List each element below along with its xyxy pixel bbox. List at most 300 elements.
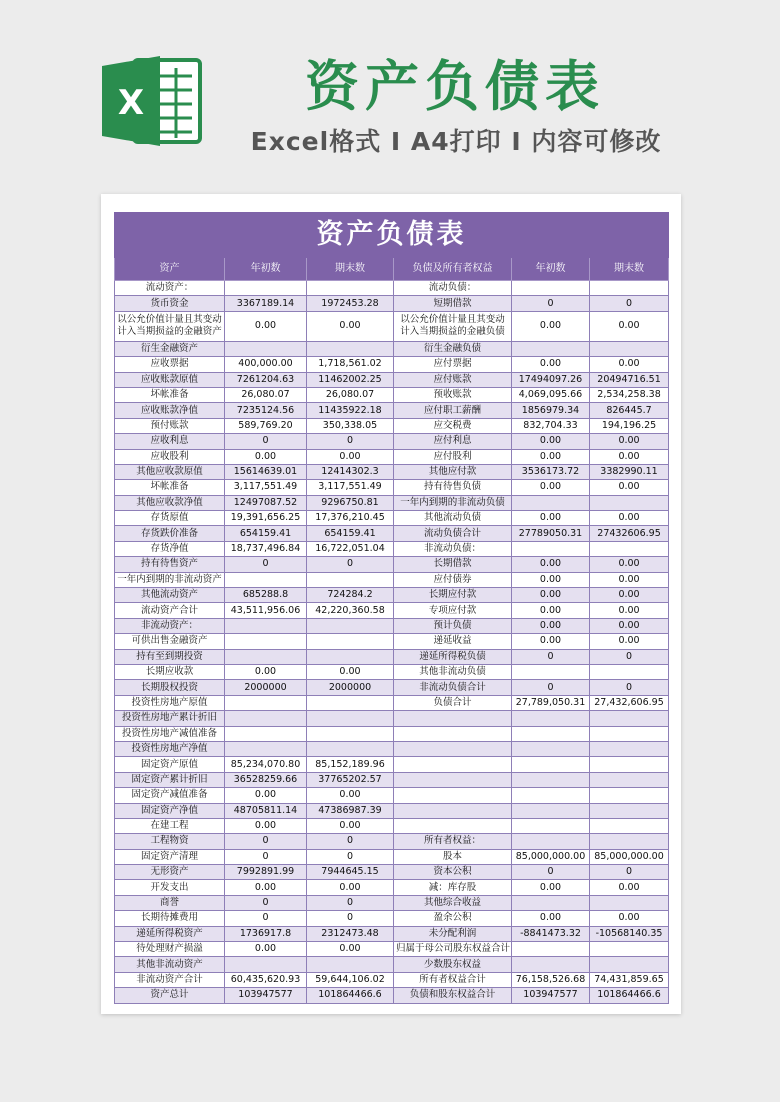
table-cell[interactable]: 存货净值 xyxy=(115,541,225,556)
table-cell[interactable]: 85,234,070.80 xyxy=(225,757,307,772)
table-cell[interactable]: 0 xyxy=(512,649,590,664)
table-cell[interactable]: 投资性房地产减值准备 xyxy=(115,726,225,741)
table-cell[interactable]: 0.00 xyxy=(307,942,394,957)
table-cell[interactable]: 17494097.26 xyxy=(512,372,590,387)
table-cell[interactable] xyxy=(225,281,307,296)
table-cell[interactable]: 27,432,606.95 xyxy=(590,695,669,710)
table-cell[interactable]: 0.00 xyxy=(512,572,590,587)
table-cell[interactable]: 0.00 xyxy=(307,449,394,464)
table-cell[interactable]: 预收账款 xyxy=(394,387,512,402)
table-cell[interactable]: 应付账款 xyxy=(394,372,512,387)
table-cell[interactable]: 194,196.25 xyxy=(590,418,669,433)
column-header-row xyxy=(115,258,669,281)
table-cell[interactable]: 盈余公积 xyxy=(394,911,512,926)
table-cell[interactable] xyxy=(590,341,669,356)
table-cell[interactable]: 42,220,360.58 xyxy=(307,603,394,618)
table-cell[interactable]: 固定资产原值 xyxy=(115,757,225,772)
table-row xyxy=(115,618,669,633)
table-cell[interactable]: 可供出售金融资产 xyxy=(115,634,225,649)
table-cell[interactable]: 应交税费 xyxy=(394,418,512,433)
table-cell[interactable]: 0.00 xyxy=(512,511,590,526)
table-cell[interactable]: 3536173.72 xyxy=(512,464,590,479)
table-cell[interactable]: 长期待摊费用 xyxy=(115,911,225,926)
table-cell[interactable] xyxy=(590,788,669,803)
table-cell[interactable]: 固定资产减值准备 xyxy=(115,788,225,803)
table-cell[interactable] xyxy=(590,957,669,972)
table-cell[interactable] xyxy=(512,788,590,803)
table-cell[interactable]: 其他应付款 xyxy=(394,464,512,479)
table-cell[interactable]: 4,069,095.66 xyxy=(512,387,590,402)
table-cell[interactable]: 应付股利 xyxy=(394,449,512,464)
table-cell[interactable]: 应收账款净值 xyxy=(115,403,225,418)
table-cell[interactable]: 1736917.8 xyxy=(225,926,307,941)
table-cell[interactable]: 60,435,620.93 xyxy=(225,972,307,987)
table-cell[interactable] xyxy=(512,741,590,756)
table-cell[interactable] xyxy=(512,942,590,957)
table-cell[interactable]: 递延所得税负债 xyxy=(394,649,512,664)
table-cell[interactable]: 16,722,051.04 xyxy=(307,541,394,556)
table-cell[interactable]: 减：库存股 xyxy=(394,880,512,895)
table-cell[interactable]: 2000000 xyxy=(225,680,307,695)
table-cell[interactable]: 0.00 xyxy=(590,311,669,341)
table-cell[interactable]: 0 xyxy=(225,434,307,449)
table-cell[interactable]: 0.00 xyxy=(512,603,590,618)
table-cell[interactable]: 0 xyxy=(590,865,669,880)
table-cell[interactable] xyxy=(307,726,394,741)
table-cell[interactable]: 0.00 xyxy=(590,557,669,572)
table-cell[interactable]: 36528259.66 xyxy=(225,772,307,787)
table-cell[interactable] xyxy=(512,772,590,787)
table-cell[interactable]: 其他应收款净值 xyxy=(115,495,225,510)
table-cell[interactable]: 0.00 xyxy=(590,449,669,464)
table-cell[interactable]: 101864466.6 xyxy=(307,988,394,1003)
table-cell[interactable]: 负债和股东权益合计 xyxy=(394,988,512,1003)
table-cell[interactable]: 非流动负债： xyxy=(394,541,512,556)
table-cell[interactable] xyxy=(590,942,669,957)
table-cell[interactable]: 专项应付款 xyxy=(394,603,512,618)
table-cell[interactable]: 76,158,526.68 xyxy=(512,972,590,987)
table-cell[interactable] xyxy=(307,281,394,296)
table-cell[interactable] xyxy=(225,649,307,664)
table-cell[interactable] xyxy=(512,895,590,910)
table-cell[interactable]: 0.00 xyxy=(590,911,669,926)
table-cell[interactable] xyxy=(307,649,394,664)
table-cell[interactable]: 1,718,561.02 xyxy=(307,357,394,372)
table-cell[interactable]: 货币资金 xyxy=(115,296,225,311)
table-cell[interactable] xyxy=(225,711,307,726)
table-cell[interactable]: 0 xyxy=(225,834,307,849)
table-cell[interactable]: 0 xyxy=(590,680,669,695)
table-cell[interactable]: 7261204.63 xyxy=(225,372,307,387)
table-cell[interactable]: 0.00 xyxy=(512,557,590,572)
table-cell[interactable]: 0.00 xyxy=(307,880,394,895)
table-row xyxy=(115,311,669,341)
table-row xyxy=(115,911,669,926)
table-cell[interactable]: 投资性房地产净值 xyxy=(115,741,225,756)
table-cell[interactable] xyxy=(307,341,394,356)
table-cell[interactable]: 0 xyxy=(307,557,394,572)
table-cell[interactable]: 103947577 xyxy=(225,988,307,1003)
balance-sheet-table xyxy=(114,212,669,1004)
svg-text:X: X xyxy=(117,83,145,123)
table-cell[interactable]: 0.00 xyxy=(590,511,669,526)
table-cell[interactable] xyxy=(307,695,394,710)
table-cell[interactable]: 0.00 xyxy=(307,788,394,803)
table-row xyxy=(115,464,669,479)
table-cell[interactable]: 400,000.00 xyxy=(225,357,307,372)
table-cell[interactable]: 所有者权益： xyxy=(394,834,512,849)
table-cell[interactable] xyxy=(225,618,307,633)
table-cell[interactable]: 其他非流动负债 xyxy=(394,664,512,679)
table-cell[interactable] xyxy=(307,618,394,633)
table-cell[interactable]: 应收股利 xyxy=(115,449,225,464)
table-cell[interactable]: 0.00 xyxy=(225,664,307,679)
table-cell[interactable]: 15614639.01 xyxy=(225,464,307,479)
table-cell[interactable]: 固定资产净值 xyxy=(115,803,225,818)
table-cell[interactable] xyxy=(307,634,394,649)
table-cell[interactable]: 3,117,551.49 xyxy=(225,480,307,495)
table-cell[interactable]: 应付利息 xyxy=(394,434,512,449)
table-cell[interactable] xyxy=(590,772,669,787)
table-cell[interactable]: 商誉 xyxy=(115,895,225,910)
table-cell[interactable]: 26,080.07 xyxy=(307,387,394,402)
table-cell[interactable]: 其他流动负债 xyxy=(394,511,512,526)
table-cell[interactable]: 持有待售负债 xyxy=(394,480,512,495)
table-cell[interactable] xyxy=(512,341,590,356)
table-row xyxy=(115,281,669,296)
table-cell[interactable]: 350,338.05 xyxy=(307,418,394,433)
table-cell[interactable] xyxy=(512,834,590,849)
table-cell[interactable]: 20494716.51 xyxy=(590,372,669,387)
table-cell[interactable]: 85,000,000.00 xyxy=(590,849,669,864)
table-cell[interactable]: 非流动负债合计 xyxy=(394,680,512,695)
table-cell[interactable]: 654159.41 xyxy=(225,526,307,541)
table-cell[interactable]: 长期股权投资 xyxy=(115,680,225,695)
table-cell[interactable]: 0.00 xyxy=(512,618,590,633)
table-cell[interactable]: 2,534,258.38 xyxy=(590,387,669,402)
table-cell[interactable]: -8841473.32 xyxy=(512,926,590,941)
table-cell[interactable]: 预付账款 xyxy=(115,418,225,433)
table-cell[interactable]: 0 xyxy=(590,296,669,311)
table-cell[interactable]: 长期应付款 xyxy=(394,588,512,603)
table-cell[interactable]: 持有至到期投资 xyxy=(115,649,225,664)
table-cell[interactable]: 12414302.3 xyxy=(307,464,394,479)
table-row xyxy=(115,972,669,987)
table-cell[interactable]: 所有者权益合计 xyxy=(394,972,512,987)
table-cell[interactable] xyxy=(225,695,307,710)
table-cell[interactable]: 37765202.57 xyxy=(307,772,394,787)
table-cell[interactable] xyxy=(307,957,394,972)
table-cell[interactable]: 2312473.48 xyxy=(307,926,394,941)
table-cell[interactable] xyxy=(394,711,512,726)
table-cell[interactable] xyxy=(394,803,512,818)
column-header: 负债及所有者权益 xyxy=(394,258,512,281)
table-cell[interactable]: 27432606.95 xyxy=(590,526,669,541)
table-cell[interactable]: 1972453.28 xyxy=(307,296,394,311)
table-cell[interactable]: 0.00 xyxy=(512,449,590,464)
table-cell[interactable]: 递延收益 xyxy=(394,634,512,649)
table-cell[interactable]: 0.00 xyxy=(590,588,669,603)
table-cell[interactable]: 18,737,496.84 xyxy=(225,541,307,556)
table-cell[interactable]: 工程物资 xyxy=(115,834,225,849)
table-cell[interactable]: 9296750.81 xyxy=(307,495,394,510)
table-cell[interactable] xyxy=(225,341,307,356)
table-row xyxy=(115,834,669,849)
table-cell[interactable] xyxy=(512,957,590,972)
table-cell[interactable]: 0 xyxy=(307,849,394,864)
table-cell[interactable]: 0.00 xyxy=(307,311,394,341)
table-cell[interactable] xyxy=(307,711,394,726)
table-cell[interactable]: 7235124.56 xyxy=(225,403,307,418)
table-cell[interactable]: 0 xyxy=(590,649,669,664)
table-cell[interactable]: 0.00 xyxy=(590,357,669,372)
table-cell[interactable]: 0.00 xyxy=(225,818,307,833)
table-cell[interactable] xyxy=(512,281,590,296)
table-cell[interactable]: 衍生金融负债 xyxy=(394,341,512,356)
table-cell[interactable]: 0 xyxy=(307,434,394,449)
table-cell[interactable]: 未分配利润 xyxy=(394,926,512,941)
table-cell[interactable]: 3367189.14 xyxy=(225,296,307,311)
table-cell[interactable] xyxy=(512,664,590,679)
table-cell[interactable]: 0.00 xyxy=(512,311,590,341)
table-cell[interactable]: 47386987.39 xyxy=(307,803,394,818)
table-cell[interactable] xyxy=(590,803,669,818)
table-row xyxy=(115,865,669,880)
table-cell[interactable]: 0 xyxy=(512,296,590,311)
table-row xyxy=(115,849,669,864)
table-cell[interactable] xyxy=(512,757,590,772)
table-cell[interactable]: 0.00 xyxy=(512,634,590,649)
table-row xyxy=(115,988,669,1003)
table-cell[interactable]: 0.00 xyxy=(590,880,669,895)
table-cell[interactable]: 应收票据 xyxy=(115,357,225,372)
table-cell[interactable] xyxy=(590,741,669,756)
table-cell[interactable]: 103947577 xyxy=(512,988,590,1003)
table-row xyxy=(115,357,669,372)
table-cell[interactable]: 长期借款 xyxy=(394,557,512,572)
table-cell[interactable]: 待处理财产损溢 xyxy=(115,942,225,957)
table-cell[interactable]: 2000000 xyxy=(307,680,394,695)
table-cell[interactable]: 17,376,210.45 xyxy=(307,511,394,526)
table-row xyxy=(115,649,669,664)
table-row xyxy=(115,818,669,833)
table-cell[interactable] xyxy=(590,834,669,849)
table-cell[interactable] xyxy=(590,711,669,726)
table-cell[interactable]: 资产总计 xyxy=(115,988,225,1003)
table-cell[interactable]: 101864466.6 xyxy=(590,988,669,1003)
table-cell[interactable]: 85,152,189.96 xyxy=(307,757,394,772)
table-cell[interactable] xyxy=(394,772,512,787)
table-cell[interactable]: 股本 xyxy=(394,849,512,864)
table-cell[interactable]: 19,391,656.25 xyxy=(225,511,307,526)
table-cell[interactable]: 以公允价值计量且其变动计入当期损益的金融资产 xyxy=(115,311,225,341)
table-cell[interactable]: 衍生金融资产 xyxy=(115,341,225,356)
table-row xyxy=(115,757,669,772)
table-cell[interactable] xyxy=(590,818,669,833)
table-cell[interactable]: 685288.8 xyxy=(225,588,307,603)
table-cell[interactable]: 固定资产清理 xyxy=(115,849,225,864)
table-cell[interactable]: 递延所得税资产 xyxy=(115,926,225,941)
table-cell[interactable]: 0 xyxy=(225,911,307,926)
table-cell[interactable] xyxy=(307,572,394,587)
table-cell[interactable]: 存货原值 xyxy=(115,511,225,526)
table-cell[interactable]: 0 xyxy=(307,895,394,910)
table-cell[interactable]: 0 xyxy=(225,895,307,910)
table-cell[interactable]: 少数股东权益 xyxy=(394,957,512,972)
table-cell[interactable]: 0.00 xyxy=(590,572,669,587)
table-row xyxy=(115,957,669,972)
table-cell[interactable]: 流动资产合计 xyxy=(115,603,225,618)
table-row xyxy=(115,711,669,726)
table-cell[interactable]: 85,000,000.00 xyxy=(512,849,590,864)
table-cell[interactable] xyxy=(512,541,590,556)
table-cell[interactable] xyxy=(512,495,590,510)
table-cell[interactable] xyxy=(590,757,669,772)
table-cell[interactable]: 826445.7 xyxy=(590,403,669,418)
table-cell[interactable]: 7944645.15 xyxy=(307,865,394,880)
table-cell[interactable]: 0.00 xyxy=(512,357,590,372)
table-cell[interactable]: 负债合计 xyxy=(394,695,512,710)
table-cell[interactable]: 短期借款 xyxy=(394,296,512,311)
table-cell[interactable]: 坏帐准备 xyxy=(115,480,225,495)
table-cell[interactable] xyxy=(590,895,669,910)
table-cell[interactable]: 资本公积 xyxy=(394,865,512,880)
table-cell[interactable]: 0 xyxy=(225,557,307,572)
table-cell[interactable]: 0.00 xyxy=(590,434,669,449)
table-cell[interactable]: 0.00 xyxy=(590,618,669,633)
table-cell[interactable]: 其他综合收益 xyxy=(394,895,512,910)
table-cell[interactable] xyxy=(394,757,512,772)
table-cell[interactable] xyxy=(512,726,590,741)
table-cell[interactable]: 0 xyxy=(307,834,394,849)
table-cell[interactable]: 3,117,551.49 xyxy=(307,480,394,495)
table-cell[interactable]: 应付债券 xyxy=(394,572,512,587)
table-cell[interactable]: 11462002.25 xyxy=(307,372,394,387)
table-cell[interactable] xyxy=(225,634,307,649)
table-cell[interactable]: 0.00 xyxy=(307,664,394,679)
table-cell[interactable] xyxy=(590,541,669,556)
table-cell[interactable]: 0.00 xyxy=(512,480,590,495)
table-cell[interactable]: 应付票据 xyxy=(394,357,512,372)
table-cell[interactable]: 0.00 xyxy=(307,818,394,833)
table-cell[interactable]: 0.00 xyxy=(225,449,307,464)
table-cell[interactable]: 在建工程 xyxy=(115,818,225,833)
table-cell[interactable]: 投资性房地产累计折旧 xyxy=(115,711,225,726)
table-cell[interactable] xyxy=(394,726,512,741)
table-cell[interactable]: 0 xyxy=(307,911,394,926)
table-cell[interactable]: 归属于母公司股东权益合计 xyxy=(394,942,512,957)
table-cell[interactable] xyxy=(225,741,307,756)
table-cell[interactable]: 预计负债 xyxy=(394,618,512,633)
table-cell[interactable]: 开发支出 xyxy=(115,880,225,895)
table-cell[interactable] xyxy=(512,818,590,833)
table-cell[interactable]: 27,789,050.31 xyxy=(512,695,590,710)
table-row xyxy=(115,895,669,910)
table-cell[interactable]: 0 xyxy=(225,849,307,864)
table-cell[interactable]: 以公允价值计量且其变动计入当期损益的金融负债 xyxy=(394,311,512,341)
table-cell[interactable]: 59,644,106.02 xyxy=(307,972,394,987)
table-cell[interactable]: -10568140.35 xyxy=(590,926,669,941)
table-cell[interactable]: 27789050.31 xyxy=(512,526,590,541)
table-cell[interactable]: 流动负债： xyxy=(394,281,512,296)
table-cell[interactable]: 0.00 xyxy=(225,788,307,803)
table-cell[interactable]: 应收账款原值 xyxy=(115,372,225,387)
table-cell[interactable]: 11435922.18 xyxy=(307,403,394,418)
table-cell[interactable]: 0.00 xyxy=(512,588,590,603)
table-cell[interactable]: 0.00 xyxy=(225,880,307,895)
table-cell[interactable]: 654159.41 xyxy=(307,526,394,541)
table-cell[interactable] xyxy=(307,741,394,756)
table-cell[interactable] xyxy=(394,741,512,756)
table-cell[interactable]: 43,511,956.06 xyxy=(225,603,307,618)
table-cell[interactable]: 坏帐准备 xyxy=(115,387,225,402)
table-cell[interactable] xyxy=(225,726,307,741)
table-cell[interactable]: 0.00 xyxy=(225,942,307,957)
table-cell[interactable]: 应付职工薪酬 xyxy=(394,403,512,418)
table-cell[interactable] xyxy=(512,803,590,818)
table-cell[interactable]: 非流动资产： xyxy=(115,618,225,633)
table-cell[interactable] xyxy=(590,726,669,741)
table-cell[interactable] xyxy=(590,495,669,510)
table-cell[interactable]: 0 xyxy=(512,865,590,880)
table-cell[interactable]: 0.00 xyxy=(590,634,669,649)
table-cell[interactable]: 26,080.07 xyxy=(225,387,307,402)
table-cell[interactable]: 832,704.33 xyxy=(512,418,590,433)
table-cell[interactable]: 0.00 xyxy=(225,311,307,341)
table-cell[interactable]: 投资性房地产原值 xyxy=(115,695,225,710)
table-cell[interactable] xyxy=(590,281,669,296)
table-cell[interactable]: 其他流动资产 xyxy=(115,588,225,603)
table-cell[interactable]: 0.00 xyxy=(512,880,590,895)
table-cell[interactable]: 一年内到期的非流动资产 xyxy=(115,572,225,587)
table-cell[interactable]: 持有待售资产 xyxy=(115,557,225,572)
table-cell[interactable]: 0 xyxy=(512,680,590,695)
table-row xyxy=(115,541,669,556)
table-cell[interactable] xyxy=(225,957,307,972)
table-cell[interactable] xyxy=(590,664,669,679)
table-cell[interactable]: 0.00 xyxy=(590,480,669,495)
table-cell[interactable]: 无形资产 xyxy=(115,865,225,880)
table-cell[interactable]: 0.00 xyxy=(512,911,590,926)
table-cell[interactable]: 应收利息 xyxy=(115,434,225,449)
table-cell[interactable] xyxy=(512,711,590,726)
table-cell[interactable] xyxy=(394,788,512,803)
table-cell[interactable]: 其他非流动资产 xyxy=(115,957,225,972)
table-cell[interactable]: 固定资产累计折旧 xyxy=(115,772,225,787)
table-cell[interactable]: 长期应收款 xyxy=(115,664,225,679)
table-cell[interactable]: 3382990.11 xyxy=(590,464,669,479)
table-row xyxy=(115,296,669,311)
table-cell[interactable]: 非流动资产合计 xyxy=(115,972,225,987)
table-cell[interactable] xyxy=(225,572,307,587)
table-cell[interactable]: 存货跌价准备 xyxy=(115,526,225,541)
table-cell[interactable]: 12497087.52 xyxy=(225,495,307,510)
table-cell[interactable]: 7992891.99 xyxy=(225,865,307,880)
table-cell[interactable]: 1856979.34 xyxy=(512,403,590,418)
table-cell[interactable]: 一年内到期的非流动负债 xyxy=(394,495,512,510)
table-cell[interactable]: 流动负债合计 xyxy=(394,526,512,541)
table-cell[interactable]: 589,769.20 xyxy=(225,418,307,433)
table-cell[interactable]: 流动资产： xyxy=(115,281,225,296)
column-header: 年初数 xyxy=(512,258,590,281)
table-cell[interactable]: 724284.2 xyxy=(307,588,394,603)
table-cell[interactable]: 0.00 xyxy=(512,434,590,449)
table-cell[interactable]: 其他应收款原值 xyxy=(115,464,225,479)
table-cell[interactable]: 48705811.14 xyxy=(225,803,307,818)
table-cell[interactable]: 0.00 xyxy=(590,603,669,618)
table-cell[interactable] xyxy=(394,818,512,833)
table-cell[interactable]: 74,431,859.65 xyxy=(590,972,669,987)
